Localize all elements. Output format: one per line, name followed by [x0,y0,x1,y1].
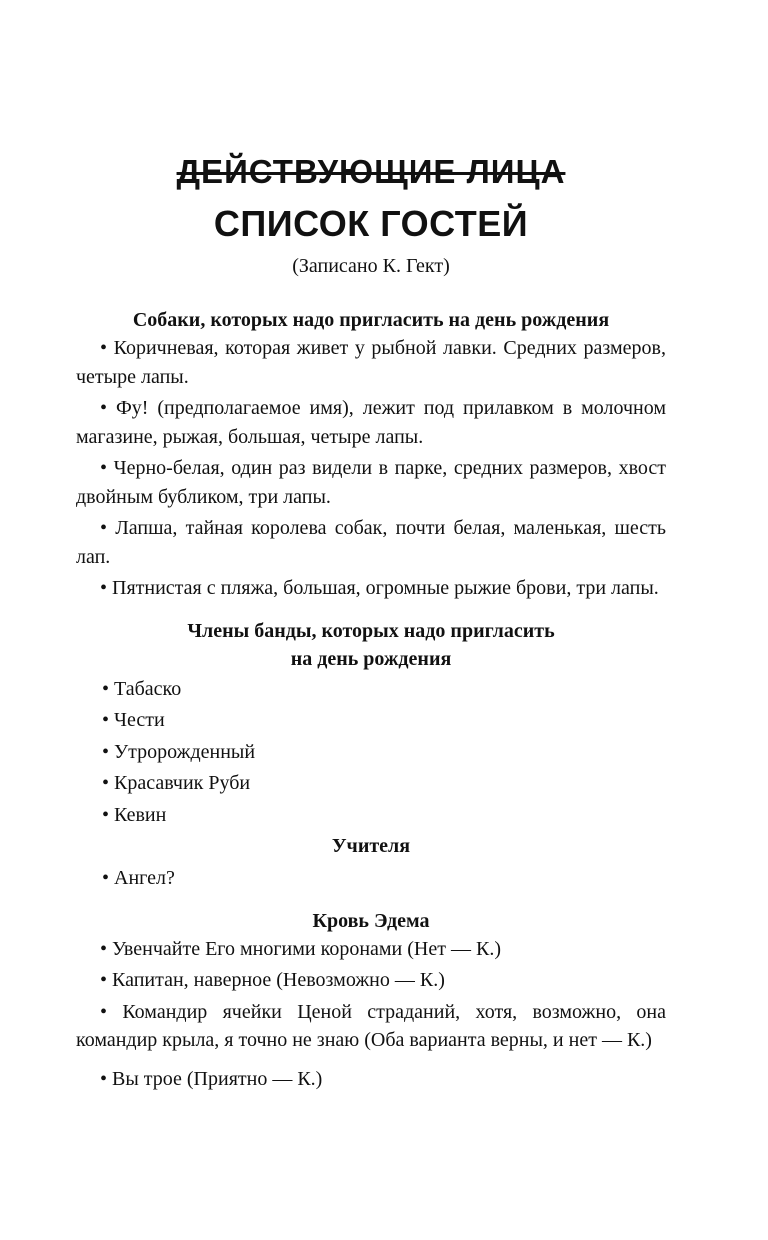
section-title-gang-line2: на день рождения [290,647,452,670]
list-item: • Черно-белая, один раз видели в парке, средних размеров, хвост двойным бубликом, три лапы. [76,457,666,508]
section-title-eden: Кровь Эдема [312,909,430,932]
list-item: • Лапша, тайная королева собак, почти белая, маленькая, шесть лап. [76,517,666,568]
list-item: • Капитан, наверное (Невозможно — К.) [100,969,445,991]
list-item: • Ангел? [102,867,175,889]
list-item: • Увенчайте Его многими коронами (Нет — К.) [100,937,501,960]
list-item: • Красавчик Руби [102,772,251,794]
list-item: • Пятнистая с пляжа, большая, огромные рыжие брови, три лапы. [100,577,659,599]
struck-heading: ДЕЙСТВУЮЩИЕ ЛИЦА [176,153,566,190]
list-item: • Чести [102,709,165,731]
list-item: • Утророжденный [102,740,256,763]
section-teachers [76,832,666,893]
list-item: • Вы трое (Приятно — К.) [100,1067,323,1090]
section-title-gang-line1: Члены банды, которых надо пригласить [187,619,555,642]
section-title-dogs: Собаки, которых надо пригласить на день рождения [132,309,610,331]
section-eden [76,907,666,1094]
page-title: СПИСОК ГОСТЕЙ [213,203,529,244]
list-item: • Командир ячейки Ценой страданий, хотя, возможно, она командир крыла, я точно не знаю (Оба варианта верны, и нет — К.) [76,1000,666,1051]
list-item: • Табаско [102,677,182,700]
list-item: • Фу! (предполагаемое имя), лежит под прилавком в молочном магазине, рыжая, большая, четыре лапы. [76,397,666,448]
section-title-teachers: Учителя [331,835,411,857]
list-item: • Кевин [102,803,167,826]
page-subtitle: (Записано К. Гект) [292,255,450,277]
section-dogs [76,306,666,603]
list-item: • Коричневая, которая живет у рыбной лавки. Средних размеров, четыре лапы. [76,337,666,388]
book-page [76,150,666,1096]
section-gang [76,617,666,830]
